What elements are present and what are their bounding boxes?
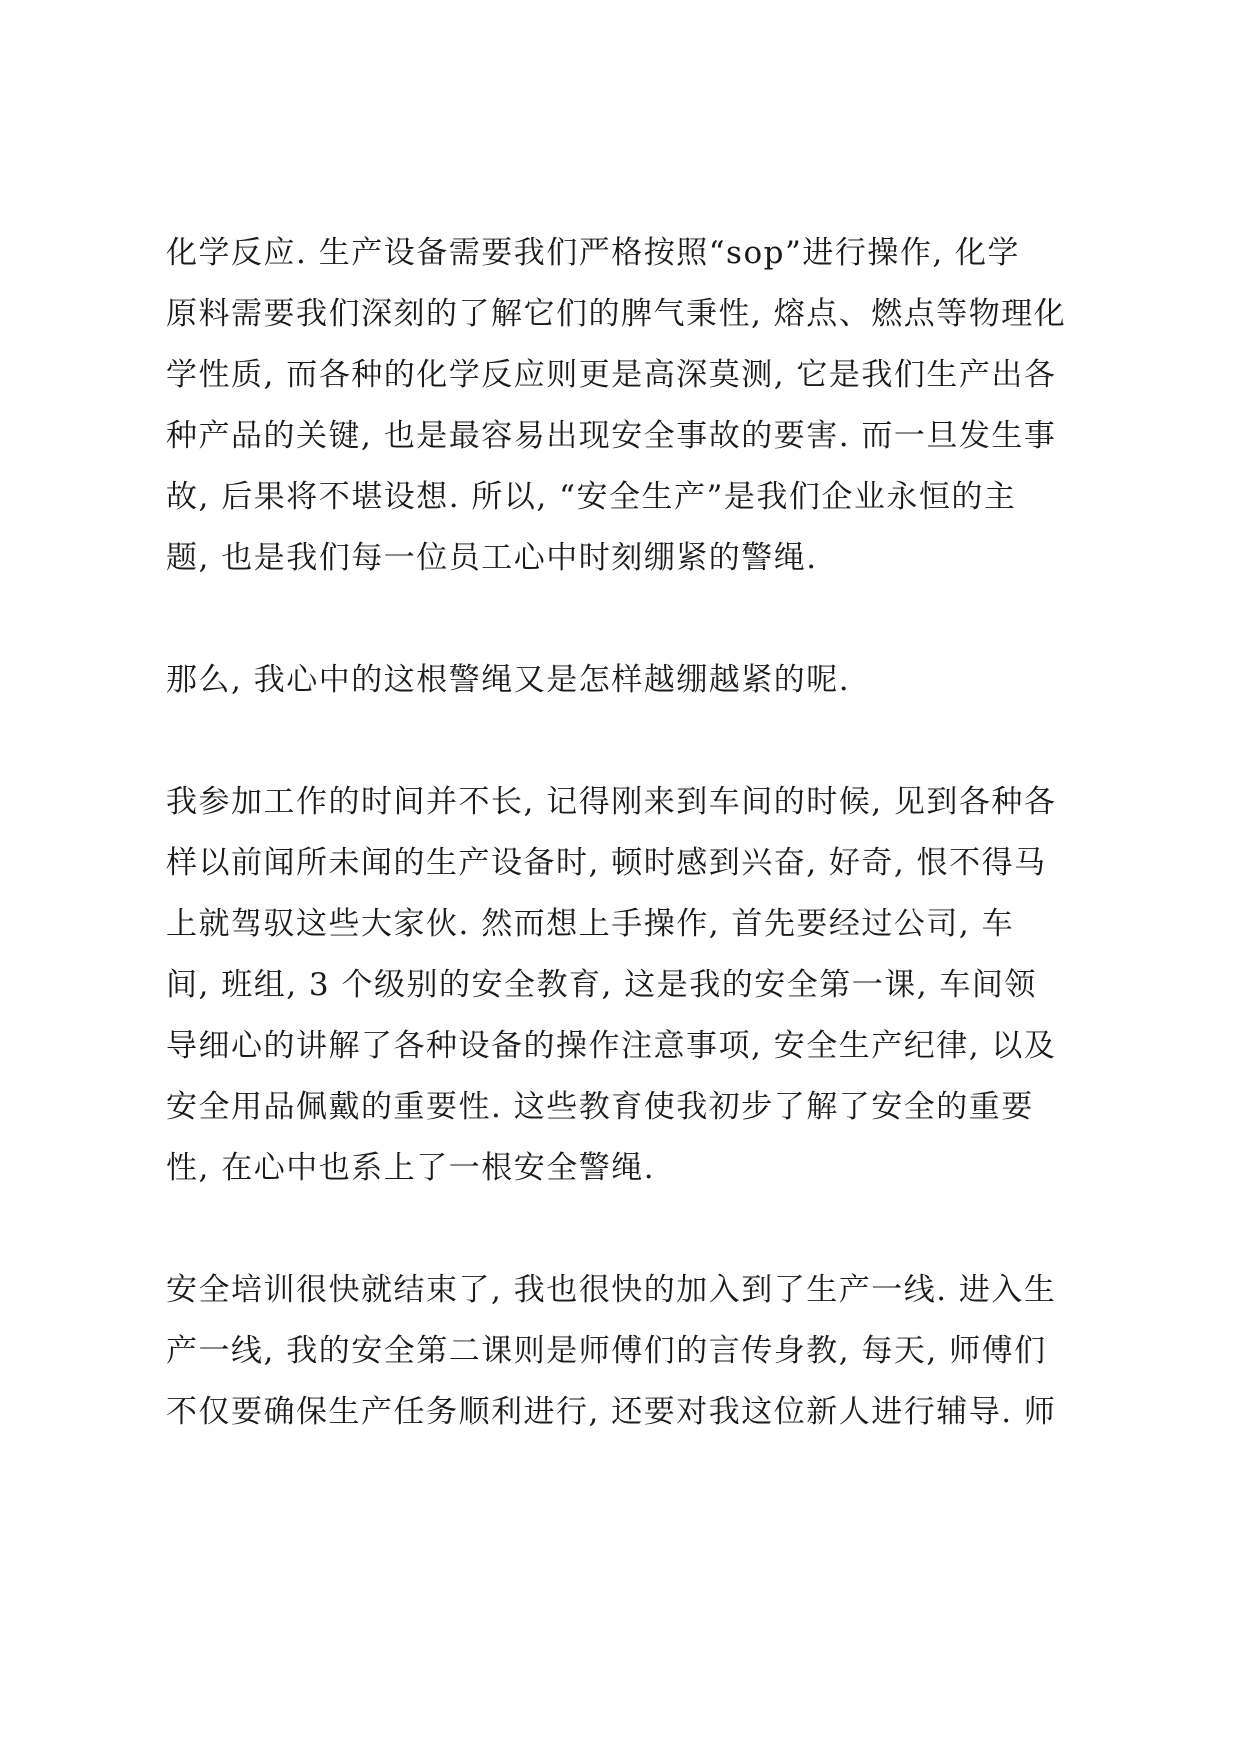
paragraph — [166, 1260, 1096, 1443]
text-line: 导细心的讲解了各种设备的操作注意事项, 安全生产纪律, 以及 — [166, 1028, 1057, 1064]
paragraph — [166, 223, 1096, 589]
text-line: 题, 也是我们每一位员工心中时刻绷紧的警绳. — [166, 540, 818, 576]
paragraph — [166, 772, 1096, 1199]
text-line: 原料需要我们深刻的了解它们的脾气秉性, 熔点、燃点等物理化 — [166, 296, 1067, 332]
text-line: 安全培训很快就结束了, 我也很快的加入到了生产一线. 进入生 — [166, 1272, 1057, 1308]
text-line: 样以前闻所未闻的生产设备时, 顿时感到兴奋, 好奇, 恨不得马 — [166, 845, 1047, 881]
text-line: 不仅要确保生产任务顺利进行, 还要对我这位新人进行辅导. 师 — [166, 1394, 1057, 1430]
paragraph — [166, 650, 1096, 711]
text-line: 学性质, 而各种的化学反应则更是高深莫测, 它是我们生产出各 — [166, 357, 1057, 393]
text-line: 那么, 我心中的这根警绳又是怎样越绷越紧的呢. — [166, 662, 851, 698]
text-line: 间, 班组, 3 个级别的安全教育, 这是我的安全第一课, 车间领 — [166, 967, 1037, 1003]
text-line: 性, 在心中也系上了一根安全警绳. — [166, 1150, 656, 1186]
text-line: 产一线, 我的安全第二课则是师傅们的言传身教, 每天, 师傅们 — [166, 1333, 1047, 1369]
text-line: 我参加工作的时间并不长, 记得刚来到车间的时候, 见到各种各 — [166, 784, 1057, 820]
text-line: 上就驾驭这些大家伙. 然而想上手操作, 首先要经过公司, 车 — [166, 906, 1015, 942]
text-line: 故, 后果将不堪设想. 所以, “安全生产”是我们企业永恒的主 — [166, 479, 1017, 515]
text-line: 种产品的关键, 也是最容易出现安全事故的要害. 而一旦发生事 — [166, 418, 1057, 454]
body-text — [166, 223, 1096, 1504]
text-line: 化学反应. 生产设备需要我们严格按照“sop”进行操作, 化学 — [166, 235, 1021, 271]
text-line: 安全用品佩戴的重要性. 这些教育使我初步了解了安全的重要 — [166, 1089, 1034, 1125]
